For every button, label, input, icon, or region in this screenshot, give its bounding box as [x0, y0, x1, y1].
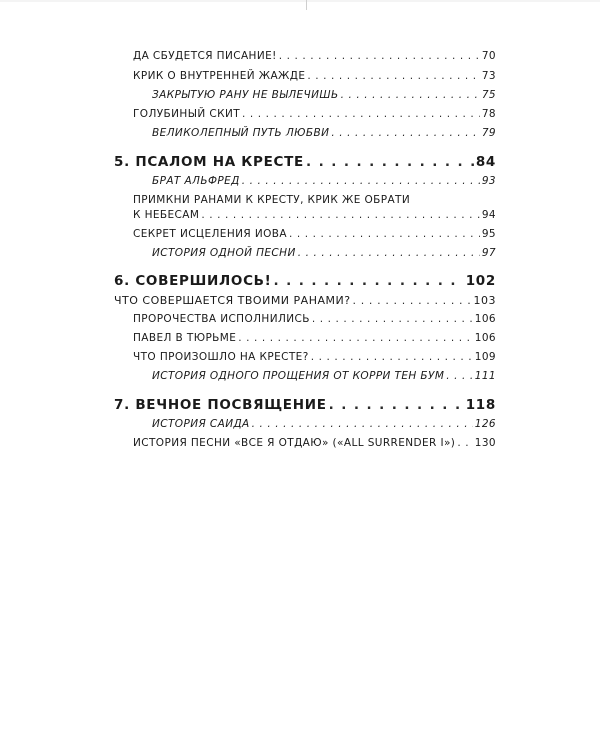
toc-entry[interactable] [152, 418, 496, 430]
dot-leader [341, 89, 480, 101]
toc-entry-page: 94 [481, 209, 496, 221]
toc-entry-title: ИСТОРИЯ ОДНОГО ПРОЩЕНИЯ ОТ КОРРИ ТЕН БУМ [152, 370, 445, 382]
dot-leader [353, 294, 472, 307]
toc-entry-title: ДА СБУДЕТСЯ ПИСАНИЕ! [133, 50, 277, 62]
toc-chapter-page: 84 [475, 154, 496, 170]
toc-entry-title: БРАТ АЛЬФРЕД [152, 175, 240, 187]
dot-leader [298, 247, 480, 259]
toc-section-page: 103 [473, 294, 496, 307]
toc-entry[interactable] [133, 437, 496, 449]
dot-leader [201, 209, 479, 221]
toc-entry-title: КРИК О ВНУТРЕННЕЙ ЖАЖДЕ [133, 70, 306, 82]
toc-entry[interactable] [133, 108, 496, 120]
toc-entry-page: 73 [481, 70, 496, 82]
toc-entry-page: 109 [474, 351, 496, 363]
toc-entry-page: 126 [474, 418, 496, 430]
toc-chapter-page: 102 [465, 273, 496, 289]
dot-leader [242, 108, 480, 120]
toc-entry-page: 106 [474, 313, 496, 325]
dot-leader [311, 351, 473, 363]
toc-entry-title-line2: К НЕБЕСАМ [133, 209, 200, 221]
toc-entry-page: 130 [474, 437, 496, 449]
toc-entry[interactable] [152, 89, 496, 101]
dot-leader [238, 332, 472, 344]
dot-leader [242, 175, 480, 187]
dot-leader [279, 50, 480, 62]
dot-leader [457, 437, 472, 449]
toc-entry[interactable] [133, 70, 496, 82]
toc-entry-title: ВЕЛИКОЛЕПНЫЙ ПУТЬ ЛЮБВИ [152, 127, 330, 139]
toc-section-title: ЧТО СОВЕРШАЕТСЯ ТВОИМИ РАНАМИ? [114, 294, 351, 307]
toc-entry-page: 111 [474, 370, 496, 382]
toc-entry-title: ИСТОРИЯ ОДНОЙ ПЕСНИ [152, 247, 296, 259]
toc-chapter-title: 6. СОВЕРШИЛОСЬ! [114, 273, 272, 289]
toc-entry-title: ПРОРОЧЕСТВА ИСПОЛНИЛИСЬ [133, 313, 310, 325]
toc-entry-page: 97 [481, 247, 496, 259]
toc-section-heading[interactable] [114, 294, 496, 307]
toc-entry[interactable] [133, 50, 496, 62]
toc-chapter-page: 118 [465, 397, 496, 413]
toc-entry-title: ИСТОРИЯ САИДА [152, 418, 250, 430]
dot-leader [274, 273, 464, 289]
toc-entry-page: 93 [481, 175, 496, 187]
toc-entry-page: 95 [481, 228, 496, 240]
toc-chapter-heading[interactable] [114, 397, 496, 413]
toc-entry-title: ИСТОРИЯ ПЕСНИ «ВСЕ Я ОТДАЮ» («ALL SURRENDER I») [133, 437, 456, 449]
toc-entry[interactable] [133, 332, 496, 344]
toc-entry-page: 79 [481, 127, 496, 139]
dot-leader [446, 370, 472, 382]
toc-chapter-title: 7. ВЕЧНОЕ ПОСВЯЩЕНИЕ [114, 397, 327, 413]
dot-leader [329, 397, 464, 413]
dot-leader [289, 228, 480, 240]
toc-entry-page: 78 [481, 108, 496, 120]
toc-entry-title-line1[interactable]: ПРИМКНИ РАНАМИ К КРЕСТУ, КРИК ЖЕ ОБРАТИ [133, 194, 411, 206]
toc-entry[interactable] [133, 228, 496, 240]
dot-leader [331, 127, 479, 139]
toc-entry-page: 106 [474, 332, 496, 344]
toc-entry-title: ЧТО ПРОИЗОШЛО НА КРЕСТЕ? [133, 351, 309, 363]
toc-entry-title: СЕКРЕТ ИСЦЕЛЕНИЯ ИОВА [133, 228, 287, 240]
toc-entry[interactable] [152, 127, 496, 139]
toc-entry-page: 75 [481, 89, 496, 101]
toc-entry[interactable] [152, 175, 496, 187]
toc-chapter-title: 5. ПСАЛОМ НА КРЕСТЕ [114, 154, 304, 170]
dot-leader [312, 313, 473, 325]
toc-entry[interactable] [133, 209, 496, 221]
toc-entry-page: 70 [481, 50, 496, 62]
toc-entry[interactable] [133, 351, 496, 363]
dot-leader [252, 418, 473, 430]
dot-leader [307, 70, 479, 82]
toc-chapter-heading[interactable] [114, 273, 496, 289]
dot-leader [306, 154, 474, 170]
toc-entry-title: ГОЛУБИНЫЙ СКИТ [133, 108, 241, 120]
toc-entry[interactable] [152, 247, 496, 259]
toc-entry[interactable] [152, 370, 496, 382]
toc-chapter-heading[interactable] [114, 154, 496, 170]
toc-entry-title: ПАВЕЛ В ТЮРЬМЕ [133, 332, 237, 344]
toc-entry-title: ЗАКРЫТУЮ РАНУ НЕ ВЫЛЕЧИШЬ [152, 89, 339, 101]
toc-entry[interactable] [133, 313, 496, 325]
